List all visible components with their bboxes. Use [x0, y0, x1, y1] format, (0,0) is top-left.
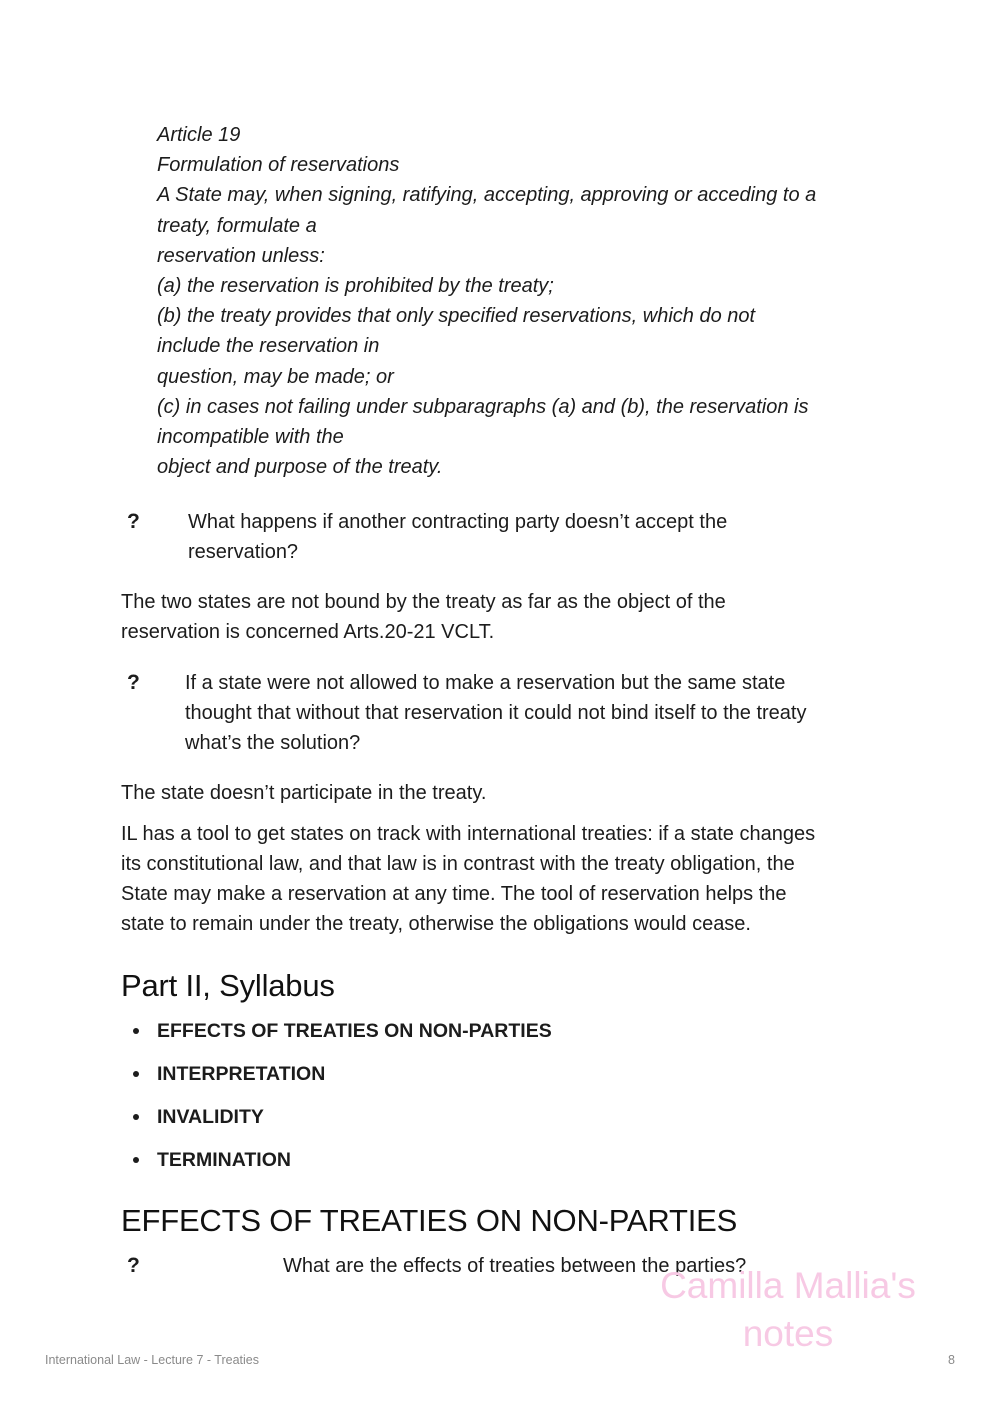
quote-line: reservation unless: — [157, 244, 325, 267]
paragraph-line: state to remain under the treaty, otherwise the obligations would cease. — [121, 913, 751, 935]
syllabus-item-label: TERMINATION — [157, 1149, 291, 1171]
quote-line: object and purpose of the treaty. — [157, 456, 443, 479]
callout-line: reservation? — [188, 541, 299, 563]
paragraph-line: its constitutional law, and that law is in contrast with the treaty obligation, the — [121, 853, 795, 875]
quote-line: treaty, formulate a — [157, 214, 317, 237]
syllabus-item — [121, 1145, 552, 1188]
callout-line: thought that without that reservation it could not bind itself to the treaty — [185, 702, 807, 724]
footer-title: International Law - Lecture 7 - Treaties — [45, 1353, 260, 1367]
effects-heading: EFFECTS OF TREATIES ON NON-PARTIES — [121, 1203, 738, 1238]
question-mark-icon: ? — [127, 510, 140, 533]
paragraph-line: The two states are not bound by the treaty as far as the object of the — [121, 591, 726, 613]
callout-text — [185, 668, 806, 758]
syllabus-item-label: INVALIDITY — [157, 1106, 264, 1128]
paragraph-line: IL has a tool to get states on track with international treaties: if a state changes — [121, 823, 816, 845]
watermark-line: notes — [742, 1313, 834, 1354]
quote-line: (b) the treaty provides that only specified reservations, which do not — [157, 305, 756, 328]
watermark-line: Camilla Mallia's — [660, 1265, 916, 1306]
syllabus-item-label: INTERPRETATION — [157, 1063, 326, 1085]
paragraph-line: The state doesn’t participate in the treaty. — [121, 782, 487, 804]
author-watermark — [648, 1262, 928, 1358]
callout-line: If a state were not allowed to make a reservation but the same state — [185, 672, 786, 694]
callout-line: What happens if another contracting party doesn’t accept the — [188, 511, 728, 533]
syllabus-list — [121, 1016, 552, 1188]
quote-line: incompatible with the — [157, 426, 344, 449]
paragraph-line: State may make a reservation at any time. The tool of reservation helps the — [121, 883, 787, 905]
callout-text — [188, 507, 727, 567]
page-number: 8 — [948, 1353, 955, 1367]
bullet-icon — [133, 1157, 139, 1163]
question-mark-icon: ? — [127, 671, 140, 694]
paragraph-line: reservation is concerned Arts.20-21 VCLT. — [121, 621, 495, 643]
answer-paragraph — [121, 778, 891, 808]
callout-line: what’s the solution? — [185, 732, 361, 754]
callout-line: What are the effects of treaties between the parties? — [283, 1255, 747, 1277]
explanation-paragraph — [121, 819, 891, 939]
article-19-quote — [157, 120, 897, 482]
question-mark-icon: ? — [127, 1254, 140, 1277]
syllabus-heading: Part II, Syllabus — [121, 968, 335, 1003]
syllabus-item-label: EFFECTS OF TREATIES ON NON-PARTIES — [157, 1020, 552, 1042]
bullet-icon — [133, 1071, 139, 1077]
quote-line: Formulation of reservations — [157, 154, 400, 177]
bullet-icon — [133, 1114, 139, 1120]
quote-line: A State may, when signing, ratifying, accepting, approving or acceding to a — [157, 184, 817, 207]
quote-line: Article 19 — [157, 124, 241, 146]
quote-line: question, may be made; or — [157, 365, 394, 388]
quote-line: (a) the reservation is prohibited by the treaty; — [157, 275, 554, 298]
quote-line: include the reservation in — [157, 335, 380, 358]
syllabus-item — [121, 1102, 552, 1145]
quote-line: (c) in cases not failing under subparagraphs (a) and (b), the reservation is — [157, 395, 809, 418]
bullet-icon — [133, 1028, 139, 1034]
answer-paragraph — [121, 587, 891, 647]
syllabus-item — [121, 1016, 552, 1059]
syllabus-item — [121, 1059, 552, 1102]
